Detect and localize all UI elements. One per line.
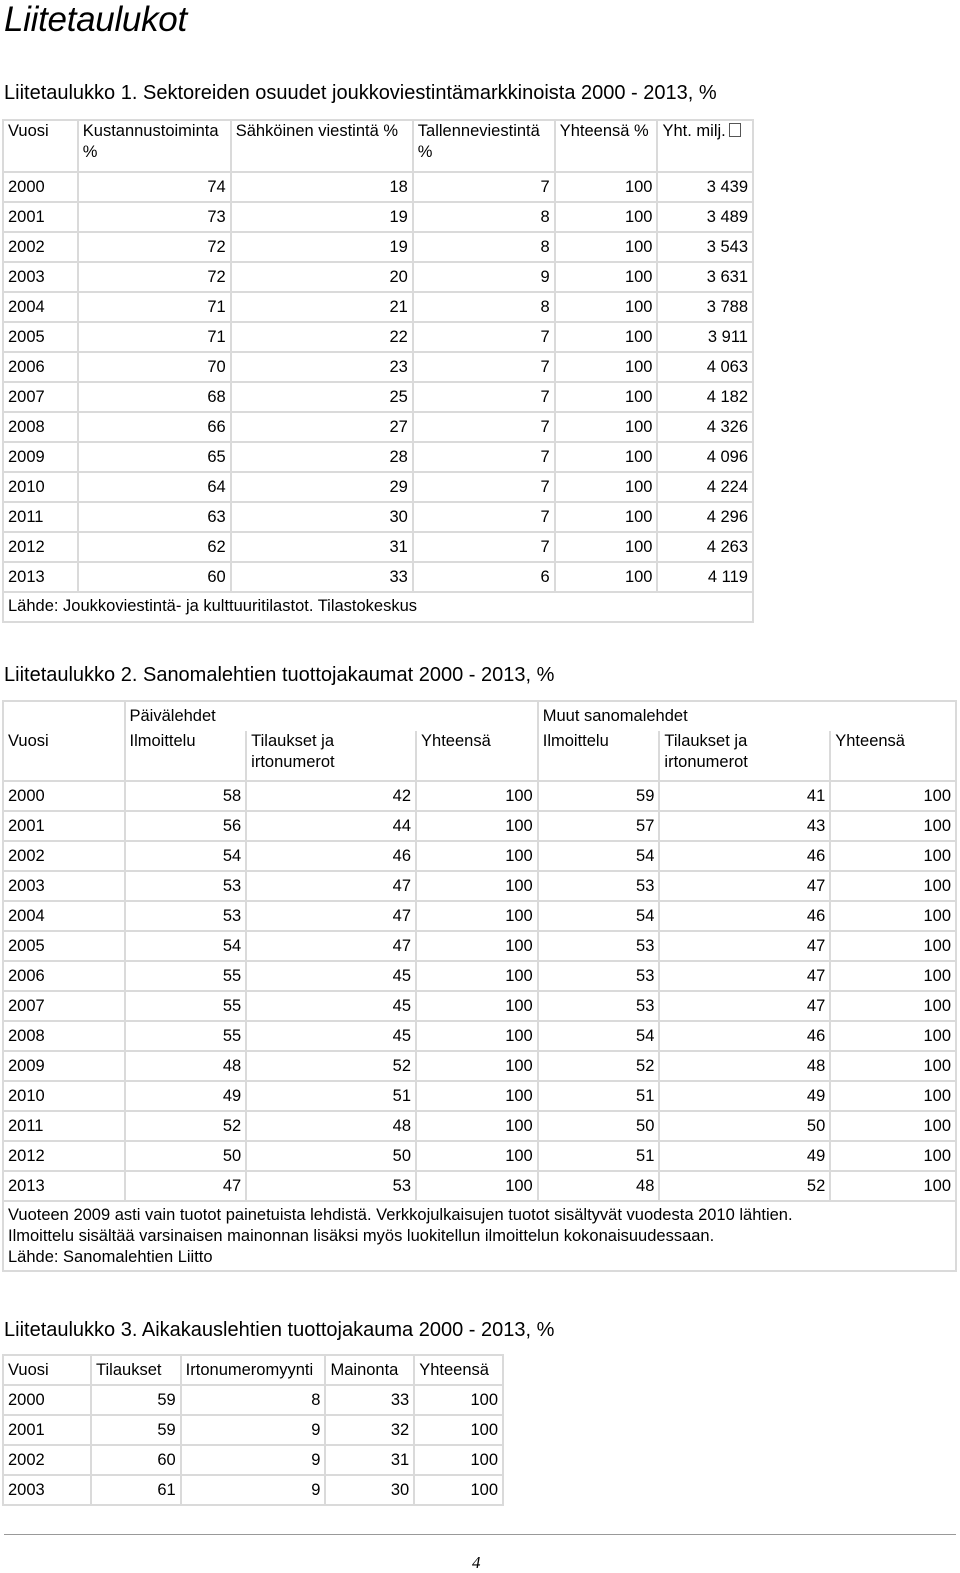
value-cell: 53 (538, 871, 660, 901)
table1-header-cell: Yhteensä % (555, 120, 658, 172)
value-cell: 100 (416, 841, 538, 871)
year-cell: 2013 (3, 1171, 125, 1201)
year-cell: 2006 (3, 961, 125, 991)
value-cell: 100 (555, 352, 658, 382)
value-cell: 100 (416, 1171, 538, 1201)
value-cell: 29 (231, 472, 413, 502)
table-row (3, 442, 753, 472)
value-cell: 7 (413, 472, 555, 502)
value-cell: 100 (416, 1081, 538, 1111)
year-cell: 2012 (3, 532, 78, 562)
table-row (3, 202, 753, 232)
value-cell: 7 (413, 322, 555, 352)
value-cell: 53 (246, 1171, 416, 1201)
value-cell: 100 (830, 811, 956, 841)
year-cell: 2001 (3, 202, 78, 232)
value-cell: 50 (125, 1141, 247, 1171)
value-cell: 45 (246, 1021, 416, 1051)
value-cell: 66 (78, 412, 231, 442)
value-cell: 100 (416, 871, 538, 901)
value-cell: 100 (555, 232, 658, 262)
table1-header-cell: Vuosi (3, 120, 78, 172)
value-cell: 50 (246, 1141, 416, 1171)
table2-header-cell: Ilmoittelu (538, 731, 660, 781)
table-row (3, 781, 956, 811)
value-cell: 100 (555, 532, 658, 562)
value-cell: 52 (538, 1051, 660, 1081)
table1-header-cell: Sähköinen viestintä % (231, 120, 413, 172)
value-cell: 4 263 (657, 532, 753, 562)
value-cell: 3 631 (657, 262, 753, 292)
value-cell: 56 (125, 811, 247, 841)
value-cell: 47 (659, 931, 830, 961)
value-cell: 100 (830, 1141, 956, 1171)
value-cell: 55 (125, 961, 247, 991)
year-cell: 2008 (3, 412, 78, 442)
value-cell: 100 (555, 442, 658, 472)
table3-title: Liitetaulukko 3. Aikakauslehtien tuottojakauma 2000 - 2013, % (4, 1319, 555, 1341)
year-cell: 2012 (3, 1141, 125, 1171)
value-cell: 71 (78, 292, 231, 322)
table3-header-cell: Yhteensä (414, 1355, 503, 1385)
table-row (3, 1141, 956, 1171)
value-cell: 100 (555, 412, 658, 442)
table-row (3, 871, 956, 901)
value-cell: 33 (231, 562, 413, 592)
table3-header-row (3, 1355, 503, 1385)
year-cell: 2003 (3, 262, 78, 292)
value-cell: 53 (538, 961, 660, 991)
value-cell: 20 (231, 262, 413, 292)
year-cell: 2009 (3, 1051, 125, 1081)
value-cell: 54 (125, 841, 247, 871)
value-cell: 6 (413, 562, 555, 592)
value-cell: 7 (413, 502, 555, 532)
value-cell: 58 (125, 781, 247, 811)
value-cell: 63 (78, 502, 231, 532)
value-cell: 51 (246, 1081, 416, 1111)
value-cell: 3 489 (657, 202, 753, 232)
value-cell: 47 (246, 871, 416, 901)
value-cell: 100 (830, 1081, 956, 1111)
table-row (3, 502, 753, 532)
value-cell: 47 (659, 961, 830, 991)
table2-note: Vuoteen 2009 asti vain tuotot painetuista lehdistä. Verkkojulkaisujen tuotot sisältyvät vuodesta 2010 lähtien. (8, 1206, 793, 1224)
page-title: Liitetaulukot (4, 0, 187, 39)
value-cell: 100 (414, 1415, 503, 1445)
year-cell: 2004 (3, 292, 78, 322)
value-cell: 48 (538, 1171, 660, 1201)
table2-header-cell: Tilaukset ja irtonumerot (659, 731, 830, 781)
missing-glyph-icon (729, 123, 741, 137)
value-cell: 60 (78, 562, 231, 592)
value-cell: 100 (416, 1141, 538, 1171)
value-cell: 4 224 (657, 472, 753, 502)
table1-header-cell (657, 120, 753, 172)
value-cell: 100 (830, 1021, 956, 1051)
value-cell: 54 (538, 1021, 660, 1051)
value-cell: 100 (414, 1385, 503, 1415)
year-cell: 2007 (3, 991, 125, 1021)
value-cell: 47 (246, 901, 416, 931)
value-cell: 4 326 (657, 412, 753, 442)
value-cell: 100 (416, 931, 538, 961)
value-cell: 57 (538, 811, 660, 841)
value-cell: 59 (91, 1415, 181, 1445)
value-cell: 52 (659, 1171, 830, 1201)
value-cell: 42 (246, 781, 416, 811)
value-cell: 100 (830, 961, 956, 991)
value-cell: 47 (246, 931, 416, 961)
value-cell: 100 (555, 472, 658, 502)
value-cell: 19 (231, 232, 413, 262)
table2 (2, 700, 957, 1272)
value-cell: 100 (830, 901, 956, 931)
value-cell: 52 (246, 1051, 416, 1081)
table2-header-cell: Yhteensä (830, 731, 956, 781)
year-cell: 2003 (3, 1475, 91, 1505)
value-cell: 100 (414, 1475, 503, 1505)
value-cell: 62 (78, 532, 231, 562)
table2-group-header: Päivälehdet (125, 701, 538, 731)
table-row (3, 382, 753, 412)
value-cell: 32 (325, 1415, 414, 1445)
table3-header-cell: Mainonta (325, 1355, 414, 1385)
value-cell: 100 (830, 991, 956, 1021)
value-cell: 46 (659, 841, 830, 871)
table2-source: Lähde: Sanomalehtien Liitto (8, 1248, 213, 1266)
table-row (3, 472, 753, 502)
table-row (3, 1171, 956, 1201)
value-cell: 8 (413, 232, 555, 262)
year-cell: 2008 (3, 1021, 125, 1051)
year-cell: 2005 (3, 931, 125, 961)
value-cell: 30 (325, 1475, 414, 1505)
value-cell: 49 (659, 1081, 830, 1111)
table-row (3, 322, 753, 352)
year-cell: 2000 (3, 1385, 91, 1415)
value-cell: 50 (538, 1111, 660, 1141)
value-cell: 53 (538, 991, 660, 1021)
table-row (3, 841, 956, 871)
value-cell: 46 (659, 1021, 830, 1051)
value-cell: 4 296 (657, 502, 753, 532)
value-cell: 25 (231, 382, 413, 412)
value-cell: 43 (659, 811, 830, 841)
footer-divider (4, 1534, 956, 1535)
value-cell: 22 (231, 322, 413, 352)
value-cell: 8 (413, 202, 555, 232)
value-cell: 50 (659, 1111, 830, 1141)
value-cell: 4 182 (657, 382, 753, 412)
value-cell: 8 (181, 1385, 326, 1415)
table1 (2, 119, 754, 623)
value-cell: 23 (231, 352, 413, 382)
table3-header-cell: Vuosi (3, 1355, 91, 1385)
value-cell: 59 (91, 1385, 181, 1415)
value-cell: 68 (78, 382, 231, 412)
table-row (3, 262, 753, 292)
year-cell: 2001 (3, 811, 125, 841)
table2-header-cell: Vuosi (3, 731, 125, 781)
value-cell: 100 (416, 961, 538, 991)
table-row (3, 172, 753, 202)
table3 (2, 1354, 504, 1506)
table2-header-cell: Tilaukset ja irtonumerot (246, 731, 416, 781)
value-cell: 60 (91, 1445, 181, 1475)
table-row (3, 901, 956, 931)
value-cell: 100 (414, 1445, 503, 1475)
table1-header-cell: Kustannustoiminta % (78, 120, 231, 172)
value-cell: 41 (659, 781, 830, 811)
value-cell: 18 (231, 172, 413, 202)
table2-header-row (3, 731, 956, 781)
value-cell: 45 (246, 961, 416, 991)
table-row (3, 1111, 956, 1141)
table-row (3, 1415, 503, 1445)
value-cell: 7 (413, 352, 555, 382)
value-cell: 55 (125, 1021, 247, 1051)
year-cell: 2000 (3, 172, 78, 202)
value-cell: 4 096 (657, 442, 753, 472)
value-cell: 54 (125, 931, 247, 961)
year-cell: 2005 (3, 322, 78, 352)
year-cell: 2010 (3, 1081, 125, 1111)
table-row (3, 532, 753, 562)
value-cell: 3 543 (657, 232, 753, 262)
year-cell: 2009 (3, 442, 78, 472)
value-cell: 52 (125, 1111, 247, 1141)
table2-group-header: Muut sanomalehdet (538, 701, 956, 731)
value-cell: 51 (538, 1081, 660, 1111)
table-row (3, 1051, 956, 1081)
year-cell: 2002 (3, 841, 125, 871)
value-cell: 100 (416, 1111, 538, 1141)
value-cell: 59 (538, 781, 660, 811)
table2-group-header-row (3, 701, 956, 731)
value-cell: 73 (78, 202, 231, 232)
table-row (3, 1021, 956, 1051)
table1-title: Liitetaulukko 1. Sektoreiden osuudet joukkoviestintämarkkinoista 2000 - 2013, % (4, 82, 717, 104)
value-cell: 21 (231, 292, 413, 322)
table2-note: Ilmoittelu sisältää varsinaisen mainonnan lisäksi myös luokitellun ilmoittelun kokonaisuudessaan. (8, 1227, 715, 1245)
table-row (3, 1445, 503, 1475)
value-cell: 71 (78, 322, 231, 352)
value-cell: 100 (416, 901, 538, 931)
table-row (3, 1081, 956, 1111)
table2-header-cell: Yhteensä (416, 731, 538, 781)
table-row (3, 412, 753, 442)
value-cell: 3 788 (657, 292, 753, 322)
value-cell: 4 063 (657, 352, 753, 382)
value-cell: 100 (416, 811, 538, 841)
value-cell: 100 (416, 1021, 538, 1051)
value-cell: 100 (830, 931, 956, 961)
value-cell: 45 (246, 991, 416, 1021)
year-cell: 2001 (3, 1415, 91, 1445)
value-cell: 100 (830, 871, 956, 901)
value-cell: 47 (659, 871, 830, 901)
table3-header-cell: Irtonumeromyynti (181, 1355, 326, 1385)
value-cell: 49 (659, 1141, 830, 1171)
value-cell: 100 (830, 1051, 956, 1081)
value-cell: 46 (659, 901, 830, 931)
table2-header-cell: Ilmoittelu (125, 731, 247, 781)
table2-body (3, 781, 956, 1201)
value-cell: 100 (830, 1111, 956, 1141)
year-cell: 2002 (3, 232, 78, 262)
table-row (3, 931, 956, 961)
value-cell: 100 (416, 1051, 538, 1081)
year-cell: 2011 (3, 1111, 125, 1141)
value-cell: 47 (659, 991, 830, 1021)
value-cell: 19 (231, 202, 413, 232)
table-row (3, 232, 753, 262)
table1-header-cell: Tallenneviestintä % (413, 120, 555, 172)
value-cell: 100 (555, 292, 658, 322)
value-cell: 49 (125, 1081, 247, 1111)
value-cell: 100 (830, 841, 956, 871)
value-cell: 55 (125, 991, 247, 1021)
value-cell: 100 (555, 562, 658, 592)
value-cell: 53 (538, 931, 660, 961)
value-cell: 7 (413, 172, 555, 202)
page-number: 4 (472, 1553, 481, 1572)
table1-header-row (3, 120, 753, 172)
value-cell: 44 (246, 811, 416, 841)
value-cell: 100 (830, 1171, 956, 1201)
value-cell: 65 (78, 442, 231, 472)
table-row (3, 991, 956, 1021)
value-cell: 9 (413, 262, 555, 292)
year-cell: 2000 (3, 781, 125, 811)
table-row (3, 1475, 503, 1505)
value-cell: 28 (231, 442, 413, 472)
value-cell: 100 (555, 382, 658, 412)
value-cell: 7 (413, 532, 555, 562)
value-cell: 100 (555, 502, 658, 532)
value-cell: 53 (125, 871, 247, 901)
table-row (3, 292, 753, 322)
table-row (3, 1385, 503, 1415)
value-cell: 100 (555, 172, 658, 202)
value-cell: 48 (659, 1051, 830, 1081)
table-row (3, 352, 753, 382)
table-row (3, 961, 956, 991)
table1-header-label: Yht. milj. (662, 122, 726, 140)
value-cell: 70 (78, 352, 231, 382)
value-cell: 33 (325, 1385, 414, 1415)
value-cell: 48 (246, 1111, 416, 1141)
value-cell: 64 (78, 472, 231, 502)
value-cell: 100 (555, 322, 658, 352)
value-cell: 7 (413, 442, 555, 472)
value-cell: 9 (181, 1475, 326, 1505)
value-cell: 72 (78, 232, 231, 262)
year-cell: 2011 (3, 502, 78, 532)
table2-group-spacer (3, 701, 125, 731)
table1-body (3, 172, 753, 592)
value-cell: 31 (231, 532, 413, 562)
value-cell: 53 (125, 901, 247, 931)
value-cell: 7 (413, 412, 555, 442)
value-cell: 100 (416, 781, 538, 811)
year-cell: 2007 (3, 382, 78, 412)
table3-header-cell: Tilaukset (91, 1355, 181, 1385)
value-cell: 48 (125, 1051, 247, 1081)
value-cell: 8 (413, 292, 555, 322)
value-cell: 30 (231, 502, 413, 532)
table-row (3, 562, 753, 592)
value-cell: 3 439 (657, 172, 753, 202)
value-cell: 100 (555, 202, 658, 232)
table2-notes (3, 1201, 956, 1271)
value-cell: 9 (181, 1445, 326, 1475)
value-cell: 31 (325, 1445, 414, 1475)
table-row (3, 811, 956, 841)
year-cell: 2002 (3, 1445, 91, 1475)
value-cell: 51 (538, 1141, 660, 1171)
year-cell: 2010 (3, 472, 78, 502)
year-cell: 2004 (3, 901, 125, 931)
year-cell: 2003 (3, 871, 125, 901)
value-cell: 54 (538, 901, 660, 931)
table3-body (3, 1385, 503, 1505)
value-cell: 4 119 (657, 562, 753, 592)
value-cell: 27 (231, 412, 413, 442)
value-cell: 100 (416, 991, 538, 1021)
value-cell: 100 (830, 781, 956, 811)
table2-title: Liitetaulukko 2. Sanomalehtien tuottojakaumat 2000 - 2013, % (4, 664, 555, 686)
value-cell: 74 (78, 172, 231, 202)
year-cell: 2013 (3, 562, 78, 592)
value-cell: 47 (125, 1171, 247, 1201)
value-cell: 9 (181, 1415, 326, 1445)
value-cell: 54 (538, 841, 660, 871)
year-cell: 2006 (3, 352, 78, 382)
value-cell: 46 (246, 841, 416, 871)
value-cell: 3 911 (657, 322, 753, 352)
value-cell: 7 (413, 382, 555, 412)
value-cell: 72 (78, 262, 231, 292)
table1-source: Lähde: Joukkoviestintä- ja kulttuuritilastot. Tilastokeskus (3, 592, 753, 622)
value-cell: 100 (555, 262, 658, 292)
value-cell: 61 (91, 1475, 181, 1505)
